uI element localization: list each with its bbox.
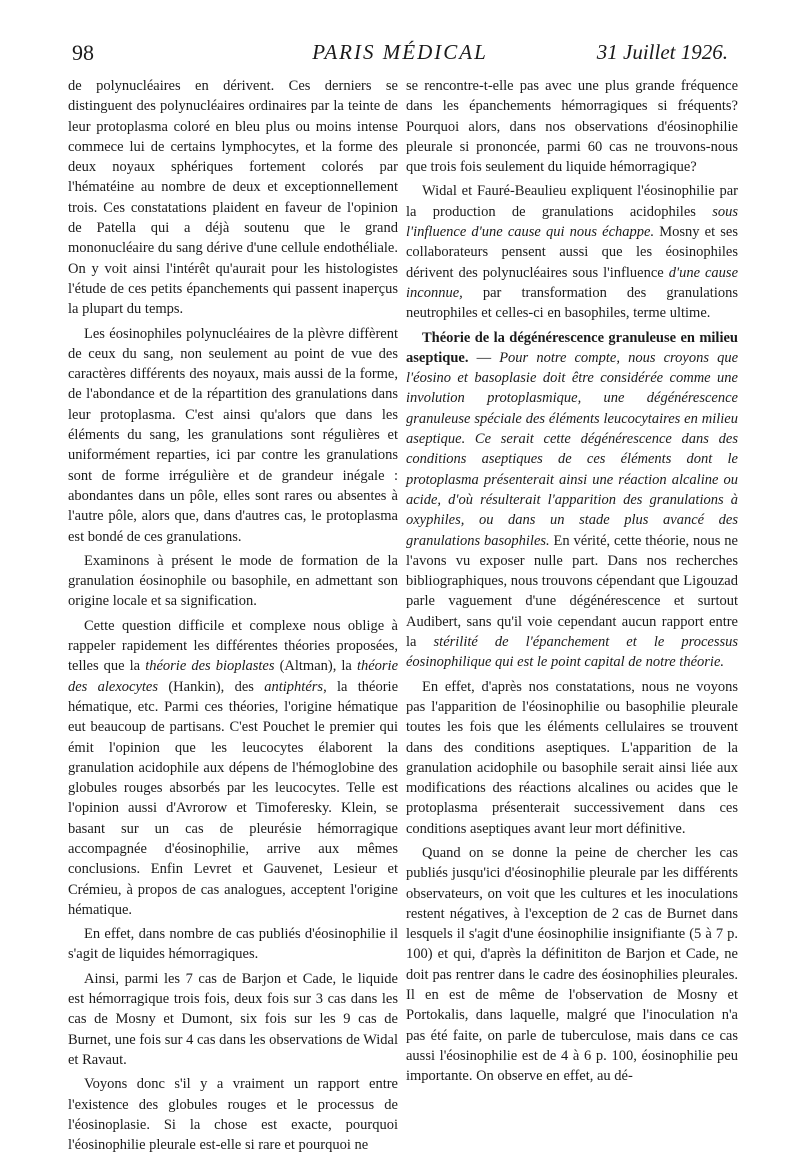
paragraph: Voyons donc s'il y a vraiment un rapport entre l'existence des globules rouges et le processus de l'éosinoplasie. Si la chose est exacte, pourquoi l'éosinophilie pleurale est-elle si rare et pourquoi ne (68, 1076, 398, 1154)
italic-phrase: d'une cause inconnue, (406, 264, 739, 301)
paragraph: Les éosinophiles polynucléaires de la plèvre diffèrent de ceux du sang, non seulement au point de vue des caractères différents des noyaux, mais aussi de la forme, de l'abondance et de la répartition des granulations dans leur protoplasma. C'est ainsi qu'alors que dans les éléments du sang, les granulations sont régulières et uniformément reparties, ici par contre les granulations sont de forme irrégulière et de grandeur inégale : abondantes dans un pôle, elles sont rares ou absentes à l'autre pôle, alors que, dans d'autres cas, le protoplasma est bondé de ces granulations. (68, 325, 398, 545)
italic-term: antiphtérs (264, 678, 324, 695)
text-run: (Hankin), des (168, 678, 254, 695)
section-heading: Théorie de la dégénérescence granuleuse en milieu aseptique. (406, 329, 738, 366)
paragraph: se rencontre-t-elle pas avec une plus grande fréquence dans les épanchements hémorragiques si fréquents? Pourquoi alors, dans nos observations d'éosinophilie pleurale si prononcée, parmi 60 cas ne trouvons-nous que trois fois seulement du liquide hémorragique? (406, 78, 738, 176)
text-run: , la théorie hématique, etc. Parmi ces théories, l'origine hématique eut beaucoup de partisans. C'est Pouchet le premier qui émit l'opinion que les leucocytes élaborent la granulation acidophile aux dépens de l'hémoglobine des globules rouges absorbés par les leucocytes. Telle est l'opinion aussi d'Avrorow et Timoferesky. Klein, se basant sur un cas de pleurésie hémorragique accompagnée d'éosinophilie, arrive aux mêmes conclusions. Enfin Levret et Gauvenet, Lesieur et Crémieu, à propos de cas analogues, acceptent l'origine hématique. (68, 678, 399, 918)
text-run: par transformation des granulations neutrophiles et celles-ci en basophiles, terme ultime. (406, 284, 739, 322)
text-run: Mosny et ses collaborateurs pensent aussi que les éosinophiles dérivent des polynucléaires sous l'influence (406, 224, 738, 281)
em-dash: — (476, 349, 492, 366)
italic-passage: stérilité de l'épanchement et le processus éosinophilique qui est le point capital de notre théorie. (406, 634, 738, 671)
text-run: (Altman), la (279, 658, 352, 675)
paragraph: En effet, d'après nos constatations, nous ne voyons pas l'apparition de l'éosinophilie ou basophilie pleurale toutes les fois que les éléments cellulaires se trouvent dans des conditions aseptiques. L'apparition de la granulation acidophile ou basophile serait ainsi liée aux modifications des réactions alcalines ou acides que le protoplasma présenterait successivement dans ces conditions aseptiques avant leur mort définitive. (406, 678, 738, 837)
text-run: Widal et Fauré-Beaulieu expliquent l'éosinophilie par la production de granulations acidophiles (406, 183, 738, 220)
text-run: En vérité, cette théorie, nous ne l'avons vu exposer nulle part. Dans nos recherches bibliographiques, nous trouvons cépendant que Ligouzad parle vaguement d'une dégénérescence et surtout Audibert, sans qu'il voie cependant aucun rapport entre la (406, 532, 738, 651)
paragraph (68, 616, 398, 920)
paragraph: Examinons à présent le mode de formation de la granulation éosinophile ou basophile, en admettant son origine locale et sa signification. (68, 552, 398, 610)
italic-term: théorie des bioplastes (145, 658, 275, 675)
paragraph: En effet, dans nombre de cas publiés d'éosinophilie il s'agit de liquides hémorragiques. (68, 926, 398, 963)
paragraph: de polynucléaires en dérivent. Ces derniers se distinguent des polynucléaires ordinaires par la teinte de leur protoplasma coloré en bleu plus ou moins intense commece lui de certains lymphocytes, et la forme des deux noyaux sphériques fortement colorés par l'hématéine au nombre de deux et exceptionnellement trois. Ces constatations plaident en faveur de l'opinion de Patella qui a déjà soutenu que le grand mononucléaire du sang dérive d'une cellule endothéliale. On y voit ainsi l'intérêt qu'aurait pour les histologistes l'étude de ces petits épanchements qui passent inaperçus la plupart du temps. (68, 78, 398, 318)
paragraph: Ainsi, parmi les 7 cas de Barjon et Cade, le liquide est hémorragique trois fois, deux fois sur 3 cas dans les cas de Mosny et Dumont, six fois sur les 9 cas de Burnet, une fois sur 4 cas dans les observations de Widal et Ravaut. (68, 970, 398, 1068)
italic-passage: Pour notre compte, nous croyons que l'éosino et basoplasie doit être considérée comme une involution protoplasmique, une dégénérescence granuleuse spéciale des éléments leucocytaires en milieu aseptique. Ce serait cette dégénérescence dans des conditions aseptiques de ces éléments dont le protoplasma présenterait ainsi une réaction alcaline ou acide, d'où résulterait l'apparition des granulations à oxyphiles, ou dans un stade plus avancé des granulations basophiles. (406, 349, 739, 549)
journal-title: PARIS MÉDICAL (312, 40, 488, 64)
paragraph (406, 328, 738, 673)
italic-phrase: sous l'influence d'une cause qui nous échappe. (406, 203, 739, 241)
page-number: 98 (72, 40, 94, 65)
right-column (406, 76, 738, 1087)
left-column (68, 76, 398, 1155)
text-run: Cette question difficile et complexe nous oblige à rappeler rapidement les différentes théories proposées, telles que la (68, 617, 398, 675)
paragraph: Quand on se donne la peine de chercher les cas publiés jusqu'ici d'éosinophilie pleurale par les différents observateurs, on voit que les cultures et les inoculations restent négatives, à l'exception de 2 cas de Burnet dans lesquels il s'agit d'une éosinophilie insignifiante (5 à 7 p. 100) et qui, d'après la définititon de Barjon et Cade, ne doit pas rentrer dans le cadre des éosinophilies pleurales. Il en est de même de l'observation de Mosny et Portokalis, dans laquelle, malgré que l'inoculation n'a pas été faite, on parle de tuberculose, mais dans ce cas aussi l'éosinophilie est de 4 à 6 p. 100, éosinophilie peu importante. On observe en effet, au dé- (406, 844, 738, 1085)
paragraph (406, 181, 738, 323)
issue-date: 31 Juillet 1926. (596, 40, 728, 64)
italic-term: théorie des alexocytes (68, 658, 399, 695)
